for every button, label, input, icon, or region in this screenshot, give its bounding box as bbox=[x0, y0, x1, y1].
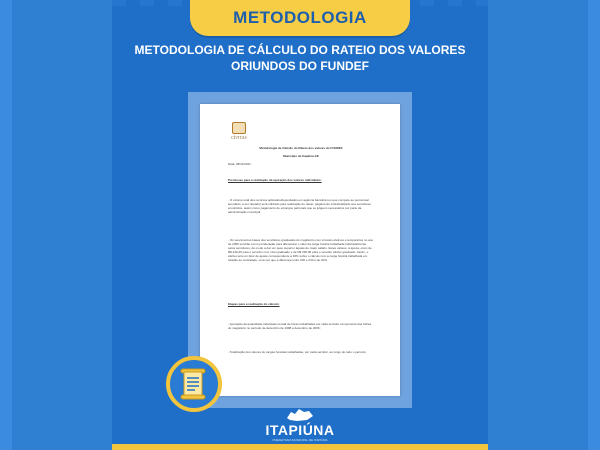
header-tab bbox=[190, 0, 410, 36]
background-left-strip bbox=[0, 0, 12, 450]
footer-brand bbox=[252, 408, 348, 444]
paragraph-4: - Totalização dos valores de cargas horárias trabalhadas, por cada servidor, ao longo de todo o período; bbox=[228, 350, 367, 354]
logo-text: CÍVITAS bbox=[231, 135, 247, 140]
document-page bbox=[200, 104, 400, 396]
logo-mark-icon bbox=[232, 122, 246, 134]
footer-brand-name: ITAPIÚNA bbox=[265, 422, 335, 438]
municipality-map-icon bbox=[285, 408, 315, 422]
document-date: Data: 08/11/2021 bbox=[228, 162, 251, 166]
paragraph-1: - O volume total dos recursos aplicados/depositados em agência bancária (ou que compete ao percentual acordado, a ser rateado) será utilizado para realização do rateio; pagamento individualizado aos servidores envolvidos, assim como pagamento de encargos patronais que se julguem necessários por parte da administração municipal. bbox=[228, 198, 371, 214]
paragraph-3: - Apuração da quantidade individual mensal de horas trabalhadas por cada servidor componente das folhas do magistério no período de dezembro de 1998 a dezembro de 2006; bbox=[228, 322, 372, 330]
footer-brand-subtitle: PREFEITURA MUNICIPAL DE ITAPIÚNA bbox=[272, 438, 328, 442]
section-heading-premissas: Premissas para a realização da apuração dos valores individuais: bbox=[228, 178, 322, 182]
background-right-strip bbox=[588, 0, 600, 450]
document-logo bbox=[228, 122, 250, 140]
paragraph-2: - Os vencimentos bases dos servidores graduados do magistério com vínculos efetivos e temporários no ano de 2006 servirão como ponderação para diferenciar o valor da carga horária trabalhada individualmente pelos servidores, de modo a dar um peso superior àquele de maior salário. Estes valores, à época, eram de R$ 240,00 para o servidor com nível graduado e de R$ 336,00 para o servidor efetivo graduado. Assim, o efetivo terá um fator de ajuste correspondente a 40% sobre o cálculo com a carga horária trabalhada em relação ao contratado, uma vez que a diferença entre 336 e 240 é de 40%. bbox=[228, 238, 374, 262]
scroll-document-icon-svg bbox=[177, 366, 211, 402]
section-heading-etapas: Etapas para a realização do cálculo: bbox=[228, 302, 280, 306]
headline-line-2: ORIUNDOS DO FUNDEF bbox=[231, 59, 369, 73]
header-tab-label: METODOLOGIA bbox=[233, 8, 367, 27]
document-municipality: Município de Itapiúna-CE bbox=[283, 154, 319, 158]
headline-line-1: METODOLOGIA DE CÁLCULO DO RATEIO DOS VALORES bbox=[134, 43, 466, 57]
bottom-accent-bar bbox=[112, 444, 488, 450]
scroll-document-icon bbox=[166, 356, 222, 412]
document-title: Metodologia de Cálculo do Rateio dos valores do FUNDEF bbox=[259, 146, 343, 150]
page-headline bbox=[112, 42, 488, 74]
